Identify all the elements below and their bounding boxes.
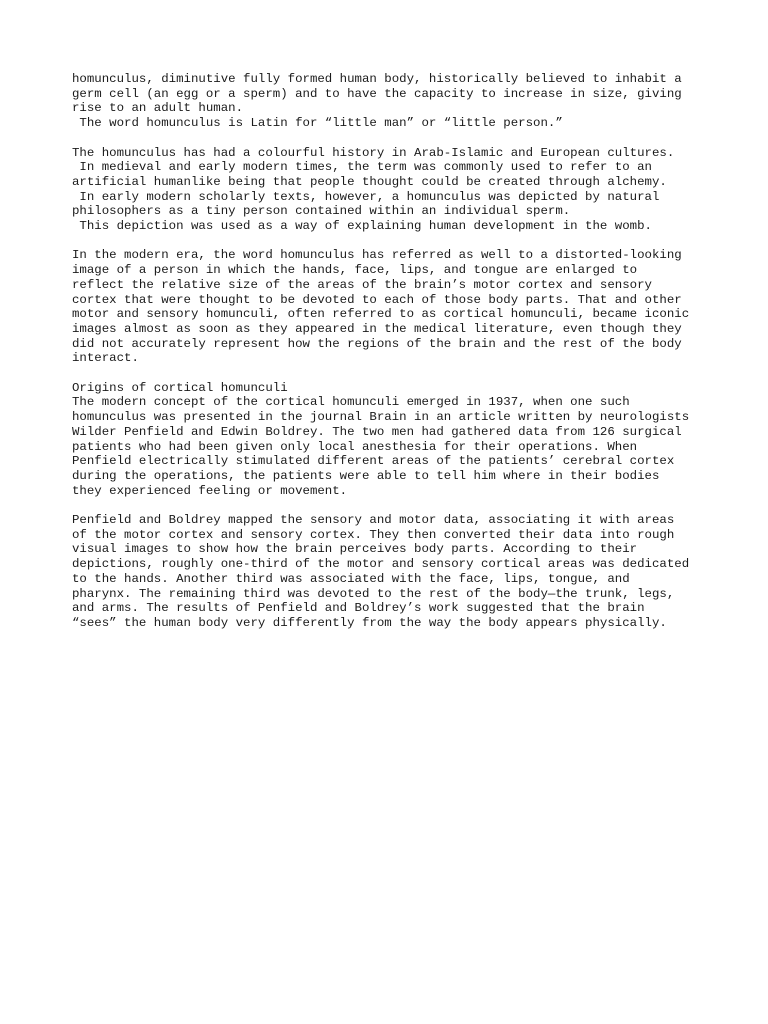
paragraph-mapping	[72, 513, 712, 631]
text-line: images almost as soon as they appeared in the medical literature, even though they	[72, 321, 682, 336]
text-line: The modern concept of the cortical homunculi emerged in 1937, when one such	[72, 395, 630, 410]
text-line: they experienced feeling or movement.	[72, 483, 348, 498]
text-line: This depiction was used as a way of explaining human development in the womb.	[72, 219, 652, 234]
text-line: cortex that were thought to be devoted to each of those body parts. That and other	[72, 292, 682, 307]
text-line: philosophers as a tiny person contained within an individual sperm.	[72, 204, 571, 219]
text-line: and arms. The results of Penfield and Boldrey’s work suggested that the brain	[72, 601, 645, 616]
text-line: of the motor cortex and sensory cortex. They then converted their data into rough	[72, 527, 675, 542]
text-line: homunculus was presented in the journal Brain in an article written by neurologists	[72, 410, 690, 425]
text-line: motor and sensory homunculi, often referred to as cortical homunculi, became iconic	[72, 307, 690, 322]
text-line: In the modern era, the word homunculus has referred as well to a distorted-looking	[72, 248, 682, 263]
text-line: “sees” the human body very differently from the way the body appears physically.	[72, 615, 667, 630]
text-line: Penfield and Boldrey mapped the sensory and motor data, associating it with areas	[72, 513, 675, 528]
text-line: artificial humanlike being that people thought could be created through alchemy.	[72, 174, 667, 189]
paragraph-definition	[72, 72, 712, 131]
text-line: Penfield electrically stimulated different areas of the patients’ cerebral cortex	[72, 454, 675, 469]
paragraph-history	[72, 146, 712, 234]
text-line: homunculus, diminutive fully formed human body, historically believed to inhabit a	[72, 72, 682, 86]
text-line: Wilder Penfield and Edwin Boldrey. The two men had gathered data from 126 surgical	[72, 424, 682, 439]
text-line: image of a person in which the hands, face, lips, and tongue are enlarged to	[72, 263, 638, 278]
text-line: The word homunculus is Latin for “little man” or “little person.”	[72, 116, 563, 131]
section-heading: Origins of cortical homunculi	[72, 380, 288, 395]
text-line: The homunculus has had a colourful history in Arab-Islamic and European cultures.	[72, 145, 675, 160]
text-line: to the hands. Another third was associated with the face, lips, tongue, and	[72, 571, 630, 586]
text-line: interact.	[72, 351, 139, 366]
text-line: germ cell (an egg or a sperm) and to have the capacity to increase in size, giving	[72, 86, 682, 101]
text-line: rise to an adult human.	[72, 101, 244, 116]
paragraph-origins	[72, 381, 712, 499]
paragraph-modern-era	[72, 248, 712, 366]
text-line: In early modern scholarly texts, however, a homunculus was depicted by natural	[72, 189, 660, 204]
text-line: visual images to show how the brain perceives body parts. According to their	[72, 542, 638, 557]
text-line: reflect the relative size of the areas of the brain’s motor cortex and sensory	[72, 277, 652, 292]
text-line: depictions, roughly one-third of the motor and sensory cortical areas was dedicated	[72, 557, 690, 572]
document-page	[72, 72, 712, 645]
text-line: patients who had been given only local anesthesia for their operations. When	[72, 439, 638, 454]
text-line: In medieval and early modern times, the term was commonly used to refer to an	[72, 160, 652, 175]
text-line: pharynx. The remaining third was devoted to the rest of the body—the trunk, legs,	[72, 586, 675, 601]
text-line: did not accurately represent how the regions of the brain and the rest of the body	[72, 336, 682, 351]
text-line: during the operations, the patients were able to tell him where in their bodies	[72, 468, 660, 483]
